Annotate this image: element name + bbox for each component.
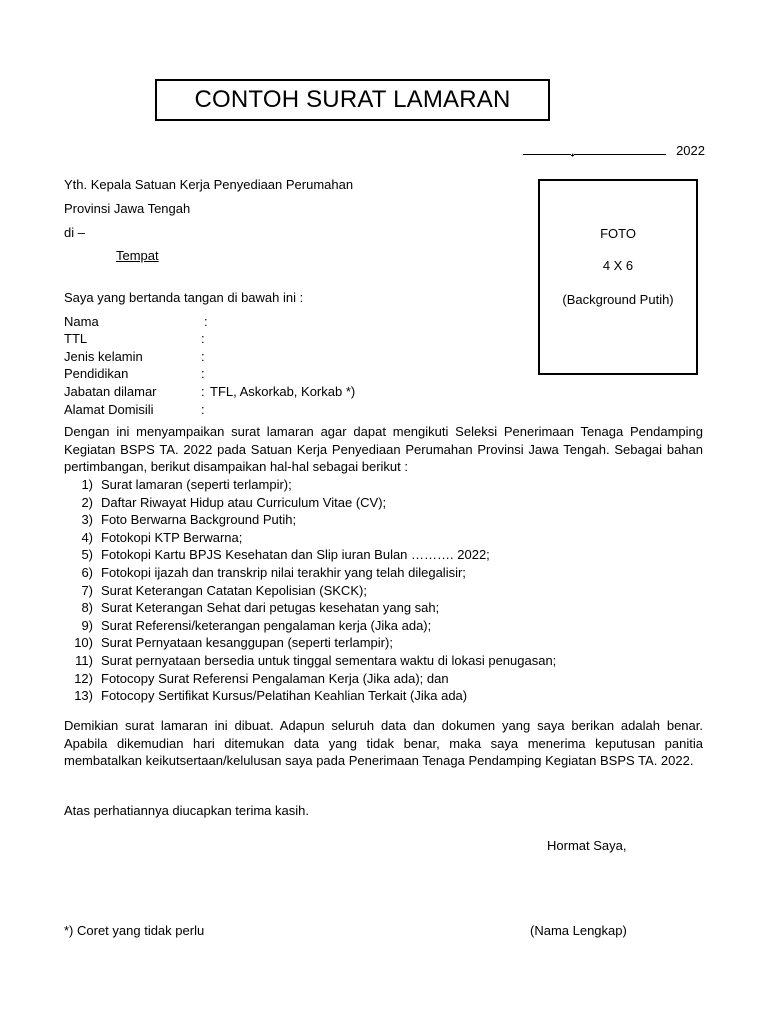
field-colon: :	[201, 331, 205, 346]
recipient-line-1: Yth. Kepala Satuan Kerja Penyediaan Perumahan	[64, 177, 354, 192]
list-item: 13) Fotocopy Sertifikat Kursus/Pelatihan Keahlian Terkait (Jika ada)	[74, 688, 468, 704]
field-row-pendidikan	[64, 366, 444, 384]
date-blank-day	[523, 142, 571, 155]
recipient-line-4: Tempat	[116, 248, 159, 263]
date-year: 2022	[676, 143, 705, 158]
field-colon: :	[201, 402, 205, 417]
list-item: 8) Surat Keterangan Sehat dari petugas kesehatan yang sah;	[81, 600, 440, 616]
field-label: Nama	[64, 314, 99, 329]
list-item: 3) Foto Berwarna Background Putih;	[81, 512, 297, 528]
photo-label: FOTO	[600, 226, 636, 241]
letter-title: CONTOH SURAT LAMARAN	[155, 79, 550, 121]
field-colon: :	[201, 349, 205, 364]
field-label: Alamat Domisili	[64, 402, 154, 417]
thanks-text: Atas perhatiannya diucapkan terima kasih.	[64, 803, 309, 818]
intro-text: Saya yang bertanda tangan di bawah ini :	[64, 290, 304, 305]
footnote-text: *) Coret yang tidak perlu	[64, 923, 205, 938]
signature-name: (Nama Lengkap)	[530, 923, 627, 938]
field-row-jabatan	[64, 384, 444, 402]
list-item: 9) Surat Referensi/keterangan pengalaman kerja (Jika ada);	[81, 617, 432, 633]
list-item: 2) Daftar Riwayat Hidup atau Curriculum Vitae (CV);	[81, 494, 387, 510]
field-row-jenis-kelamin	[64, 349, 444, 367]
date-line	[523, 142, 705, 158]
closing-paragraph: Demikian surat lamaran ini dibuat. Adapun seluruh data dan dokumen yang saya berikan adalah benar. Apabila dikemudian hari ditemukan data yang tidak benar, maka saya menerima keputusan panitia membatalkan keikutsertaan/kelulusan saya pada Penerimaan Tenaga Pendamping Kegiatan BSPS TA. 2022.	[64, 718, 703, 768]
body-paragraph: Dengan ini menyampaikan surat lamaran agar dapat mengikuti Seleksi Penerimaan Tenaga Pendamping Kegiatan BSPS TA. 2022 pada Satuan Kerja Penyediaan Perumahan Provinsi Jawa Tengah. Sebagai bahan pertimbangan, berikut disampaikan hal-hal sebagai berikut :	[64, 424, 703, 474]
list-item: 4) Fotokopi KTP Berwarna;	[81, 529, 243, 545]
date-separator: ,	[570, 143, 575, 158]
field-colon: :	[204, 314, 208, 329]
field-colon: :	[201, 384, 205, 399]
recipient-line-2: Provinsi Jawa Tengah	[64, 201, 191, 216]
field-label: Pendidikan	[64, 366, 129, 381]
field-row-alamat	[64, 402, 444, 420]
field-label: Jabatan dilamar	[64, 384, 157, 399]
list-item: 12) Fotocopy Surat Referensi Pengalaman Kerja (Jika ada); dan	[74, 670, 449, 686]
field-label: Jenis kelamin	[64, 349, 143, 364]
list-item: 1) Surat lamaran (seperti terlampir);	[81, 477, 292, 492]
list-item: 11) Surat pernyataan bersedia untuk tinggal sementara waktu di lokasi penugasan;	[75, 652, 557, 668]
field-row-ttl	[64, 331, 444, 349]
field-colon: :	[201, 366, 205, 381]
signoff-text: Hormat Saya,	[547, 838, 627, 853]
list-item: 7) Surat Keterangan Catatan Kepolisian (SKCK);	[81, 582, 367, 598]
field-value: TFL, Askorkab, Korkab *)	[210, 384, 356, 399]
photo-note: (Background Putih)	[562, 292, 674, 307]
date-blank-month	[574, 142, 666, 155]
photo-placeholder	[538, 179, 698, 375]
list-item: 6) Fotokopi ijazah dan transkrip nilai terakhir yang telah dilegalisir;	[81, 564, 466, 580]
field-label: TTL	[64, 331, 88, 346]
list-item: 10) Surat Pernyataan kesanggupan (seperti terlampir);	[74, 635, 393, 651]
field-row-nama	[64, 314, 444, 332]
document-list	[64, 476, 704, 705]
photo-size: 4 X 6	[602, 258, 634, 273]
list-item: 5) Fotokopi Kartu BPJS Kesehatan dan Slip iuran Bulan ………. 2022;	[81, 547, 490, 563]
recipient-line-3: di –	[64, 225, 85, 240]
